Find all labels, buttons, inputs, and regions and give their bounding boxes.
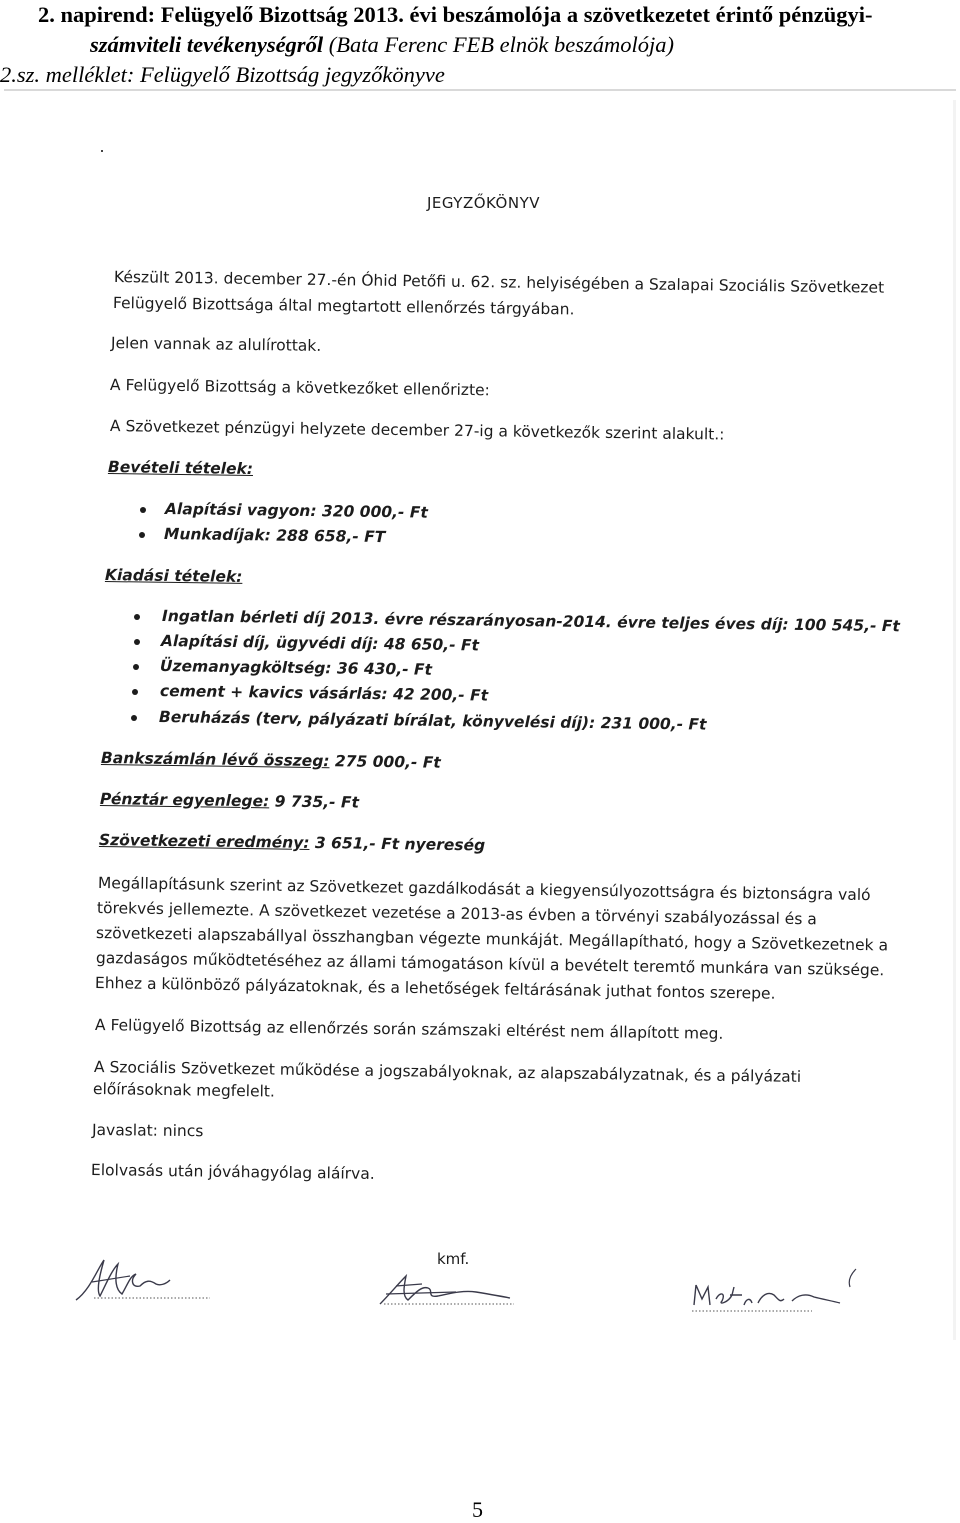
- income-item: Munkadíjak: 288 658,- FT: [163, 525, 386, 547]
- income-item: Alapítási vagyon: 320 000,- Ft: [164, 500, 428, 522]
- income-heading: Bevételi tételek:: [107, 458, 254, 479]
- bullet: [134, 614, 140, 620]
- minutes-title: JEGYZŐKÖNYV: [427, 194, 540, 212]
- findings-line: Ehhez a különböző pályázatoknak, és a lehetőségek feltárásának juthat fontos szerepe.: [94, 974, 776, 1003]
- expense-item: Beruházás (terv, pályázati bírálat, könyvelési díj): 231 000,- Ft: [158, 708, 707, 734]
- agenda-title: 2. napirend: Felügyelő Bizottság 2013. évi beszámolója a szövetkezetet érintő pénzügyi-: [38, 2, 873, 27]
- result-label: Szövetkezeti eredmény:: [98, 831, 310, 852]
- expense-item: Alapítási díj, ügyvédi díj: 48 650,- Ft: [160, 632, 480, 655]
- compliance-line: A Szociális Szövetkezet működése a jogszabályoknak, az alapszabályzatnak, és a pályázati: [93, 1058, 802, 1086]
- attachment-label: 2.sz. melléklet: Felügyelő Bizottság jegyzőkönyve: [0, 62, 445, 87]
- bullet: [131, 715, 137, 721]
- intro-line-1: Készült 2013. december 27.-én Óhid Petőfi u. 62. sz. helyiségében a Szalapai Szociális Szövetkezet: [113, 268, 885, 297]
- signature-left: [70, 1250, 220, 1310]
- kmf-label: kmf.: [437, 1250, 470, 1268]
- findings-line: szövetkezeti alapszabállyal összhangban végezte munkáját. Megállapítható, hogy a Szövetkezetnek a: [95, 924, 889, 955]
- present-line: Jelen vannak az alulírottak.: [110, 334, 322, 355]
- result-value: 3 651,- Ft nyereség: [309, 833, 486, 855]
- cooperative-result: [99, 831, 485, 854]
- bullet: [140, 507, 146, 513]
- expense-item: cement + kavics vásárlás: 42 200,- Ft: [159, 682, 489, 705]
- signature-right: [688, 1265, 863, 1320]
- bank-balance-label: Bankszámlán lévő összeg:: [100, 749, 330, 771]
- expense-heading: Kiadási tételek:: [104, 566, 243, 586]
- cash-balance-label: Pénztár egyenlege:: [99, 790, 270, 811]
- cash-balance-value: 9 735,- Ft: [269, 792, 360, 812]
- agenda-subtitle-bold: számviteli tevékenységről: [90, 32, 324, 57]
- agenda-subtitle-rest: (Bata Ferenc FEB elnök beszámolója): [323, 32, 675, 57]
- bullet: [133, 664, 139, 670]
- scan-speck: [101, 150, 103, 152]
- findings-line: gazdaságos működtetéséhez az állami támogatáson kívül a bevételt teremtő munkára van szüksége.: [95, 949, 885, 980]
- financial-line: A Szövetkezet pénzügyi helyzete december 27-ig a következők szerint alakult.:: [109, 417, 725, 444]
- bullet: [132, 689, 138, 695]
- intro-line-2: Felügyelő Bizottsága által megtartott ellenőrzés tárgyában.: [112, 294, 575, 319]
- bullet: [134, 639, 140, 645]
- cash-balance: [100, 790, 359, 812]
- signature-middle: [376, 1264, 521, 1314]
- bank-balance-value: 275 000,- Ft: [329, 752, 441, 772]
- expense-item: Ingatlan bérleti díj 2013. évre részarányosan-2014. évre teljes éves díj: 100 545,- Ft: [161, 607, 901, 636]
- bank-balance: [101, 749, 441, 772]
- bullet: [139, 532, 145, 538]
- signed-line: Elolvasás után jóváhagyólag aláírva.: [90, 1161, 375, 1183]
- compliance-line: előírásoknak megfelelt.: [92, 1080, 275, 1101]
- findings-line: törekvés jellemezte. A szövetkezet vezetése a 2013-as évben a törvényi szabályozással és a: [96, 899, 817, 929]
- proposal-line: Javaslat: nincs: [91, 1121, 204, 1141]
- no-discrepancy-line: A Felügyelő Bizottság az ellenőrzés során számszaki eltérést nem állapított meg.: [94, 1016, 724, 1043]
- page-number: 5: [472, 1497, 483, 1522]
- checked-line: A Felügyelő Bizottság a következőket ellenőrizte:: [109, 376, 490, 400]
- findings-line: Megállapításunk szerint az Szövetkezet gazdálkodását a kiegyensúlyozottságra és biztonságra való: [97, 874, 871, 905]
- expense-item: Üzemanyagköltség: 36 430,- Ft: [159, 657, 433, 679]
